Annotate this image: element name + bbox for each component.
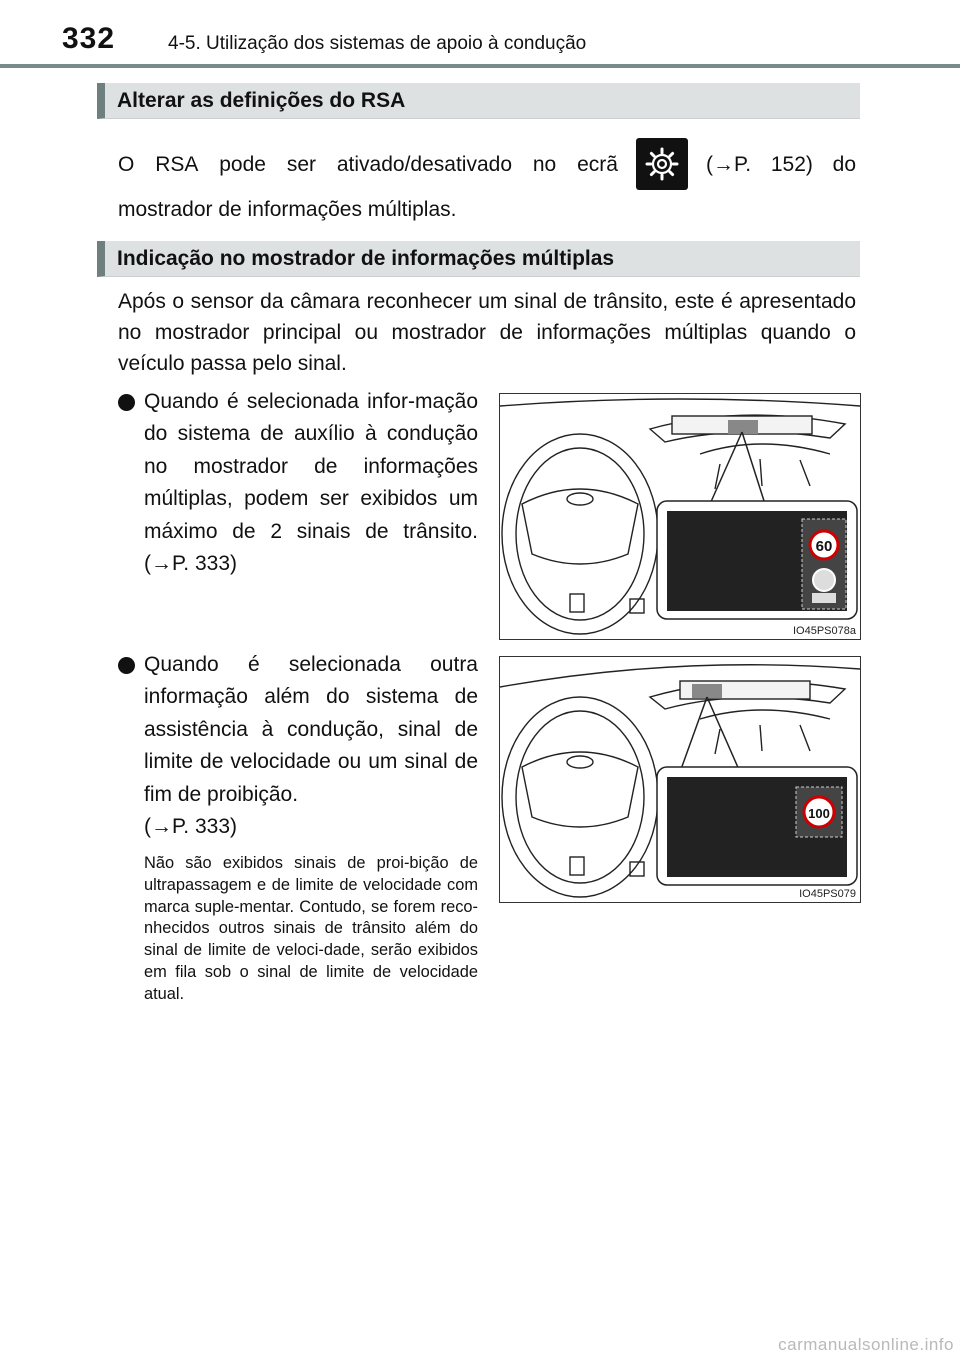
dashboard-illustration xyxy=(500,394,860,639)
header-rule xyxy=(0,64,960,68)
rsa-line1-part1: O RSA pode ser ativado/desativado no ecrã xyxy=(118,152,618,176)
bullet-item-1 xyxy=(118,386,478,580)
supplementary-note: Não são exibidos sinais de proi-bição de ultrapassagem e de limite de velocidade com marca suple-mentar. Contudo, se forem reco-nhecidos outros sinais de trânsito além do sinal de limite de veloci-dade, serão exibidos em fila sob o sinal de limite de velocidade atual. xyxy=(144,854,478,1003)
figure-code: IO45PS079 xyxy=(799,888,856,900)
bullet-ref-2: (→P. 333) xyxy=(144,815,237,839)
running-header: 4-5. Utilização dos sistemas de apoio à condução xyxy=(168,33,587,54)
bullet-icon xyxy=(118,394,135,411)
sign-top-label: 60 xyxy=(815,538,833,555)
bullet-icon xyxy=(118,657,135,674)
figure-dashboard-speed-limit xyxy=(499,656,861,903)
sign-speed-label: 100 xyxy=(808,806,830,821)
intro-paragraph: Após o sensor da câmara reconhecer um sinal de trânsito, este é apresentado no mostrador principal ou mostrador de informações múltiplas quando o veículo passa pelo sinal. xyxy=(118,290,856,375)
figure-code: IO45PS078a xyxy=(793,625,856,637)
page-number: 332 xyxy=(62,22,116,55)
bullet-text-1: Quando é selecionada infor-mação do sistema de auxílio à condução no mostrador de informações múltiplas, podem ser exibidos um máximo de 2 sinais de trânsito. (→P. 333) xyxy=(144,390,478,576)
bullet-item-2 xyxy=(118,649,478,843)
dashboard-illustration xyxy=(500,657,860,902)
section-heading-mid-indication xyxy=(97,241,860,277)
watermark: carmanualsonline.info xyxy=(778,1335,954,1354)
section-heading-rsa-settings xyxy=(97,83,860,119)
figure-dashboard-two-signs xyxy=(499,393,861,640)
rsa-line2: mostrador de informações múltiplas. xyxy=(118,198,457,221)
section-title: Indicação no mostrador de informações múltiplas xyxy=(117,247,615,270)
section-title: Alterar as definições do RSA xyxy=(117,89,406,112)
gear-icon xyxy=(636,138,688,190)
rsa-settings-paragraph xyxy=(118,136,856,225)
rsa-line1-part2: (→P. 152) do xyxy=(706,152,856,176)
bullet-text-2: Quando é selecionada outra informação além do sistema de assistência à condução, sinal de limite de velocidade ou um sinal de fim de proibição. xyxy=(144,653,478,806)
